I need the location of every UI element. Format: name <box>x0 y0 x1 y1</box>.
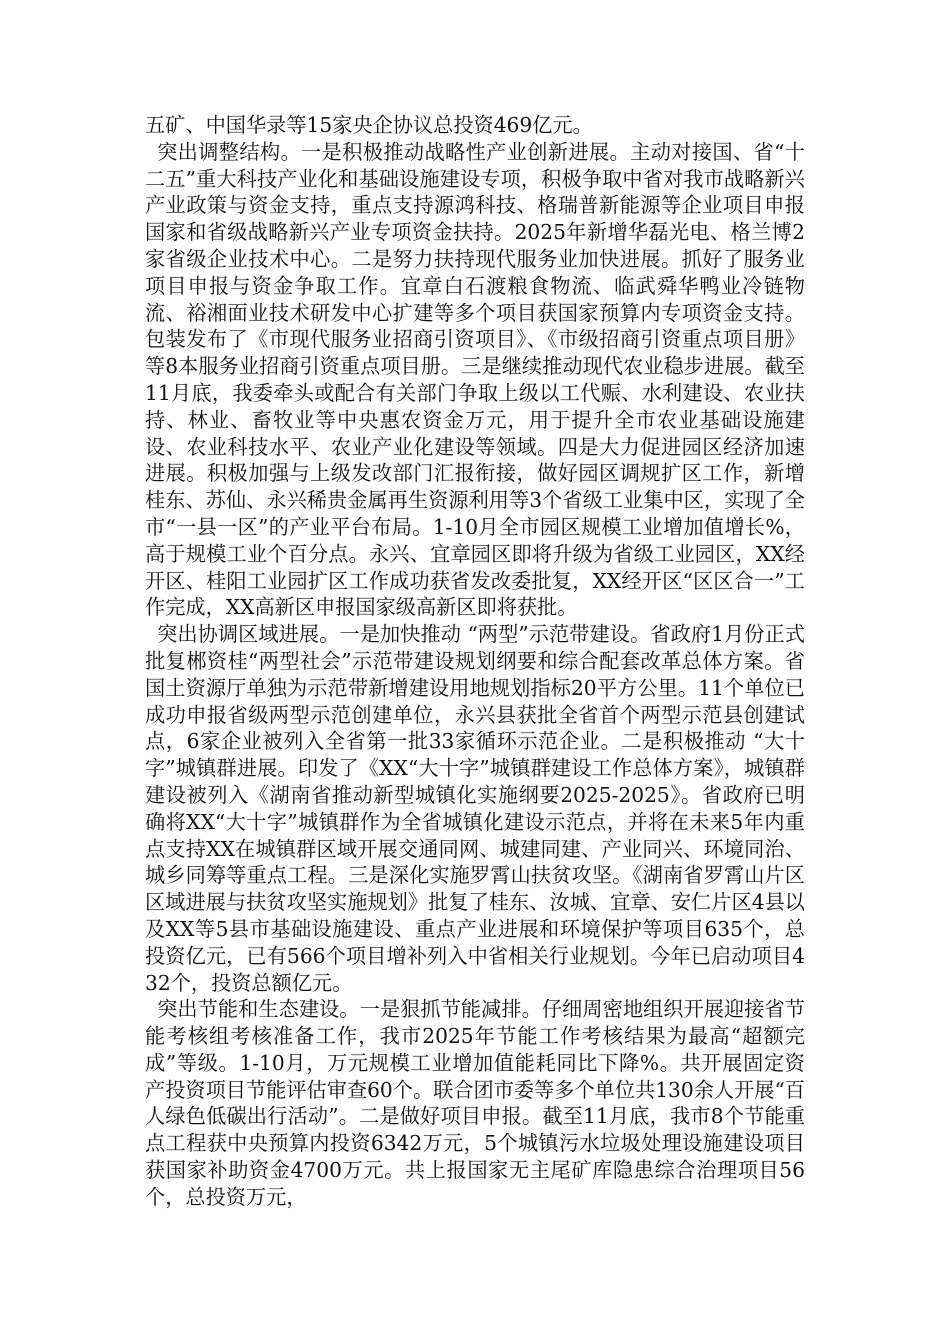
paragraph-energy-ecology: 突出节能和生态建设。一是狠抓节能减排。仔细周密地组织开展迎接省节能考核组考核准备工作，我市2025年节能工作考核结果为最高“超额完成”等级。1-10月，万元规模工业增加值能耗同比下降%。共开展固定资产投资项目节能评估审查60个。联合团市委等多个单位共130余人开展“百人绿色低碳出行活动”。二是做好项目申报。截至11月底，我市8个节能重点工程获中央预算内投资6342万元，5个城镇污水垃圾处理设施建设项目获国家补助资金4700万元。共上报国家无主尾矿库隐患综合治理项目56个，总投资万元， <box>145 997 805 1209</box>
paragraph-continuation: 五矿、中国华录等15家央企协议总投资469亿元。 <box>145 113 593 137</box>
paragraph-regional-coordination: 突出协调区域进展。一是加快推动 “两型”示范带建设。省政府1月份正式批复郴资桂“两型社会”示范带建设规划纲要和综合配套改革总体方案。省国土资源厅单独为示范带新增建设用地规划指标20平方公里。11个单位已成功申报省级两型示范创建单位，永兴县获批全省首个两型示范县创建试点，6家企业被列入全省第一批33家循环示范企业。二是积极推动 “大十字”城镇群进展。印发了《XX“大十字”城镇群建设工作总体方案》，城镇群建设被列入《湖南省推动新型城镇化实施纲要2025-2025》。省政府已明确将XX“大十字”城镇群作为全省城镇化建设示范点，并将在未来5年内重点支持XX在城镇群区域开展交通同网、城建同建、产业同兴、环境同治、城乡同筹等重点工程。三是深化实施罗霄山扶贫攻坚。《湖南省罗霄山片区区域进展与扶贫攻坚实施规划》批复了桂东、汝城、宜章、安仁片区4县以及XX等5县市基础设施建设、重点产业进展和环境保护等项目635个，总投资亿元，已有566个项目增补列入中省相关行业规划。今年已启动项目432个，投资总额亿元。 <box>145 622 805 995</box>
document-body <box>145 112 805 1211</box>
paragraph-structure-adjustment: 突出调整结构。一是积极推动战略性产业创新进展。主动对接国、省“十二五”重大科技产业化和基础设施建设专项，积极争取中省对我市战略新兴产业政策与资金支持，重点支持源鸿科技、格瑞普新能源等企业项目申报国家和省级战略新兴产业专项资金扶持。2025年新增华磊光电、格兰博2家省级企业技术中心。二是努力扶持现代服务业加快进展。抓好了服务业项目申报与资金争取工作。宜章白石渡粮食物流、临武舜华鸭业冷链物流、裕湘面业技术研发中心扩建等多个项目获国家预算内专项资金支持。包装发布了《市现代服务业招商引资项目》、《市级招商引资重点项目册》等8本服务业招商引资重点项目册。三是继续推动现代农业稳步进展。截至11月底，我委牵头或配合有关部门争取上级以工代赈、水利建设、农业扶持、林业、畜牧业等中央惠农资金万元，用于提升全市农业基础设施建设、农业科技水平、农业产业化建设等领域。四是大力促进园区经济加速进展。积极加强与上级发改部门汇报衔接，做好园区调规扩区工作，新增桂东、苏仙、永兴稀贵金属再生资源利用等3个省级工业集中区，实现了全市“一县一区”的产业平台布局。1-10月全市园区规模工业增加值增长%，高于规模工业个百分点。永兴、宜章园区即将升级为省级工业园区，XX经开区、桂阳工业园扩区工作成功获省发改委批复，XX经开区“区区合一”工作完成，XX高新区申报国家级高新区即将获批。 <box>145 139 805 620</box>
